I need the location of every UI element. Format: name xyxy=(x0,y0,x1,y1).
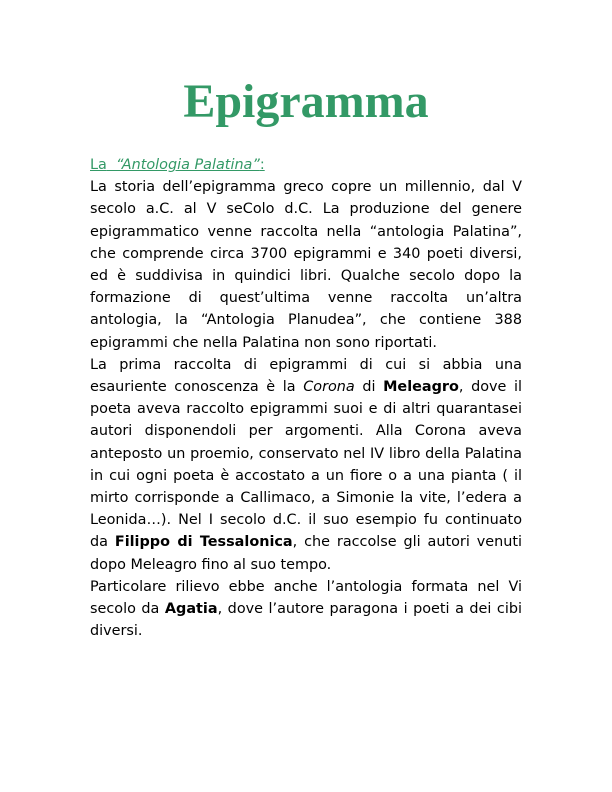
section-heading xyxy=(90,154,522,176)
document-body xyxy=(90,154,522,642)
paragraph-2-text-b: di xyxy=(354,379,384,396)
paragraph-1: La storia dell’epigramma greco copre un millennio, dal V secolo a.C. al V seColo d.C. La produzione del genere epigrammatico venne raccolta nella “antologia Palatina”, che comprende circa 3700 epigrammi e 340 poeti diversi, ed è suddivisa in quindici libri. Qualche secolo dopo la formazione di quest’ultima venne raccolta un’altra antologia, la “Antologia Planudea”, che contiene 388 epigrammi che nella Palatina non sono riportati. xyxy=(90,179,522,351)
paragraph-3 xyxy=(90,576,522,643)
meleagro-name: Meleagro xyxy=(383,379,459,396)
paragraph-2-text-a: La prima raccolta di epigrammi di cui si abbia una esauriente conoscenza è la xyxy=(90,356,522,396)
paragraph-2 xyxy=(90,354,522,576)
paragraph-3-text-b: , dove l’autore paragona i poeti a dei cibi diversi. xyxy=(90,601,522,640)
agatia-name: Agatia xyxy=(164,601,218,618)
section-heading-suffix: : xyxy=(259,157,265,173)
page-title: Epigramma xyxy=(183,75,429,128)
filippo-name: Filippo di Tessalonica xyxy=(114,534,293,551)
paragraph-2-text-d: , che raccolse gli autori venuti dopo Meleagro fino al suo tempo. xyxy=(90,534,523,573)
corona-term: Corona xyxy=(303,379,355,396)
paragraph-3-text-a: Particolare rilievo ebbe anche l’antologia formata nel Vi secolo da xyxy=(90,578,522,618)
section-heading-title: “Antologia Palatina” xyxy=(116,157,260,173)
section-heading-prefix: La xyxy=(90,157,107,173)
paragraph-2-text-c: , dove il poeta aveva raccolto epigrammi suoi e di altri quarantasei autori disponendoli per argomenti. Alla Corona aveva anteposto un proemio, conservato nel IV libro della Palatina in cui ogni poeta è accostato a un fiore o a una pianta ( il mirto corrisponde a Callimaco, a Simonie la vite, l’edera a Leonida…). Nel I secolo d.C. il suo esempio fu continuato da xyxy=(90,379,523,551)
